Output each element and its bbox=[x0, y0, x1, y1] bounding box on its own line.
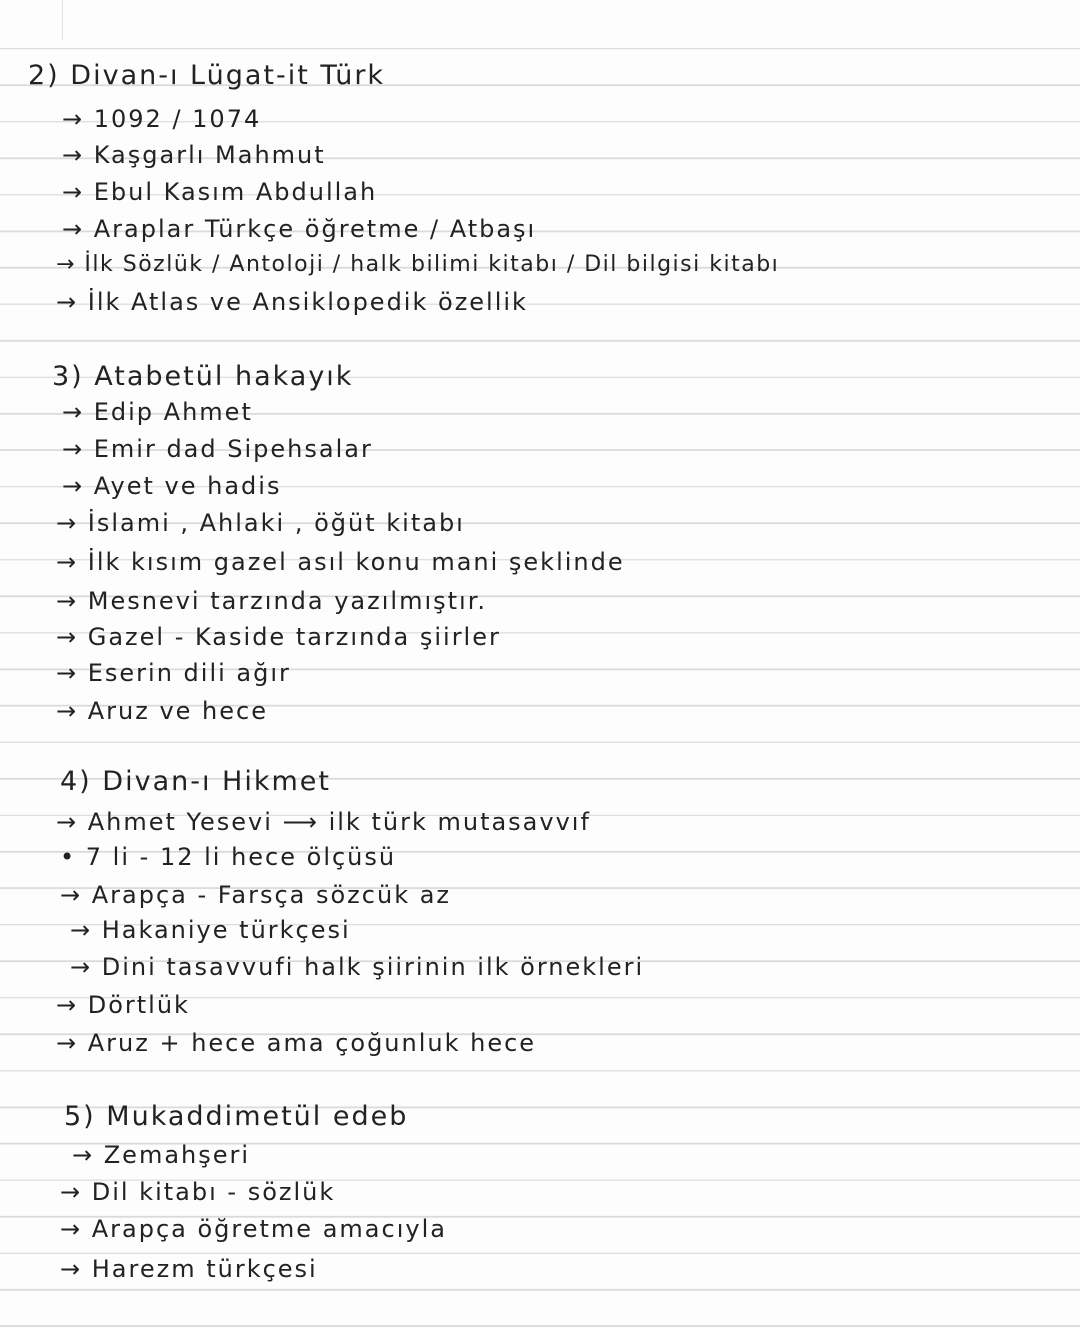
list-item: → 1092 / 1074 bbox=[62, 105, 262, 133]
list-item: → İlk Sözlük / Antoloji / halk bilimi kitabı / Dil bilgisi kitabı bbox=[56, 252, 780, 277]
list-item: → Ayet ve hadis bbox=[62, 472, 282, 500]
list-item: → Aruz ve hece bbox=[56, 697, 268, 725]
list-item: → Eserin dili ağır bbox=[56, 659, 291, 687]
list-item: → Arapça öğretme amacıyla bbox=[60, 1215, 447, 1243]
list-item: • 7 li - 12 li hece ölçüsü bbox=[60, 843, 397, 871]
section-heading: 2) Divan-ı Lügat-it Türk bbox=[28, 60, 386, 91]
list-item: → Emir dad Sipehsalar bbox=[62, 435, 373, 463]
list-item: → Zemahşeri bbox=[72, 1141, 251, 1169]
list-item: → İlk Atlas ve Ansiklopedik özellik bbox=[56, 288, 528, 316]
list-item: → Dini tasavvufi halk şiirinin ilk örnekleri bbox=[70, 953, 645, 981]
section-heading: 5) Mukaddimetül edeb bbox=[64, 1101, 409, 1132]
list-item: → İslami , Ahlaki , öğüt kitabı bbox=[56, 509, 465, 537]
list-item: → Aruz + hece ama çoğunluk hece bbox=[56, 1029, 537, 1057]
list-item: → Ahmet Yesevi ⟶ ilk türk mutasavvıf bbox=[56, 808, 591, 836]
list-item: → Dörtlük bbox=[56, 991, 190, 1019]
section-heading: 4) Divan-ı Hikmet bbox=[60, 766, 331, 797]
section-heading: 3) Atabetül hakayık bbox=[52, 361, 354, 392]
list-item: → Dil kitabı - sözlük bbox=[60, 1178, 336, 1206]
list-item: → Mesnevi tarzında yazılmıştır. bbox=[56, 587, 487, 615]
list-item: → Arapça - Farsça sözcük az bbox=[60, 881, 452, 909]
margin-line bbox=[62, 0, 63, 40]
list-item: → Kaşgarlı Mahmut bbox=[62, 141, 326, 169]
list-item: → Harezm türkçesi bbox=[60, 1255, 318, 1283]
list-item: → Gazel - Kaside tarzında şiirler bbox=[56, 623, 501, 651]
list-item: → Araplar Türkçe öğretme / Atbaşı bbox=[62, 215, 537, 243]
list-item: → İlk kısım gazel asıl konu mani şeklinde bbox=[56, 548, 625, 576]
list-item: → Ebul Kasım Abdullah bbox=[62, 178, 378, 206]
list-item: → Edip Ahmet bbox=[62, 398, 253, 426]
list-item: → Hakaniye türkçesi bbox=[70, 916, 351, 944]
